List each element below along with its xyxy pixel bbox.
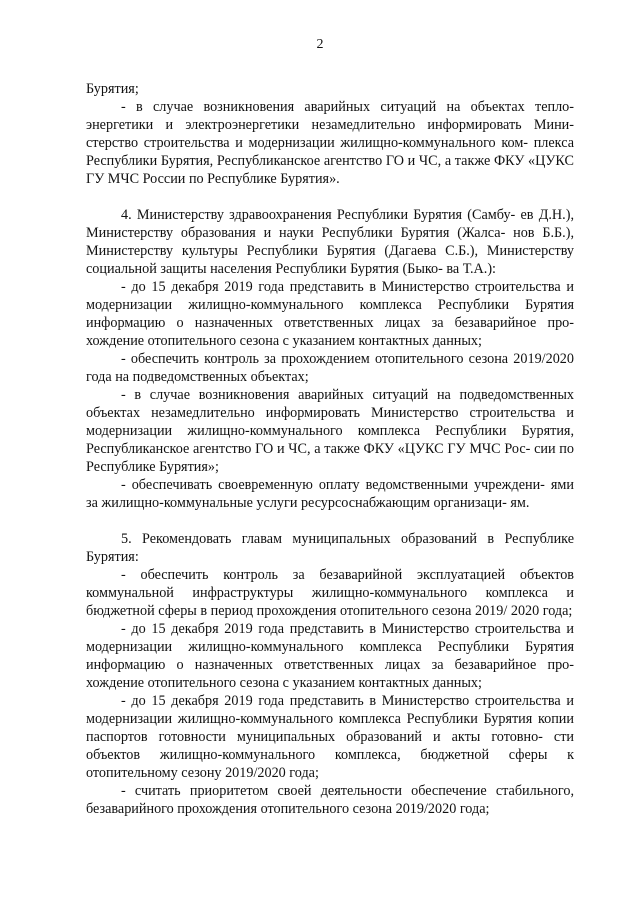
paragraph: Бурятия; [86, 81, 139, 97]
section-3-tail [86, 80, 574, 188]
spacer [86, 188, 574, 206]
paragraph: - обеспечивать своевременную оплату ведомственными учреждени- ями за жилищно-коммунальные услуги ресурсоснабжающим организаци- ям. [86, 477, 574, 511]
paragraph: - в случае возникновения аварийных ситуаций на объектах тепло- энергетики и электроэнергетики незамедлительно информировать Мини- стерство строительства и модернизации жилищно-коммунального ком- плекса Республики Бурятия, Республиканское агентство ГО и ЧС, а также ФКУ «ЦУКС ГУ МЧС России по Республике Бурятия». [86, 99, 574, 187]
paragraph: - до 15 декабря 2019 года представить в Министерство строительства и модернизации жилищно-коммунального комплекса Республики Бурятия информацию о назначенных ответственных лицах за безаварийное про- хождение отопительного сезона с указанием контактных данных; [86, 621, 574, 691]
section-5 [86, 530, 574, 818]
paragraph: - в случае возникновения аварийных ситуаций на подведомственных объектах незамедлительно информировать Министерство строительства и модернизации жилищно-коммунального комплекса Республики Бурятия, Республиканское агентство ГО и ЧС, а также ФКУ «ЦУКС ГУ МЧС Рос- сии по Республике Бурятия»; [86, 387, 574, 475]
paragraph: - обеспечить контроль за прохождением отопительного сезона 2019/2020 года на подведомственных объектах; [86, 351, 574, 385]
paragraph: - до 15 декабря 2019 года представить в Министерство строительства и модернизации жилищно-коммунального комплекса Республики Бурятия информацию о назначенных ответственных лицах за безаварийное про- хождение отопительного сезона с указанием контактных данных; [86, 279, 574, 349]
paragraph: - обеспечить контроль за безаварийной эксплуатацией объектов коммунальной инфраструктуры жилищно-коммунального комплекса и бюджетной сферы в период прохождения отопительного сезона 2019/ 2020 года; [86, 567, 574, 619]
spacer [86, 512, 574, 530]
paragraph: - до 15 декабря 2019 года представить в Министерство строительства и модернизации жилищно-коммунального комплекса Республики Бурятия копии паспортов готовности муниципальных образований и акты готовно- сти объектов жилищно-коммунального комплекса, бюджетной сферы к отопительному сезону 2019/2020 года; [86, 693, 574, 781]
section-4 [86, 206, 574, 512]
paragraph: 4. Министерству здравоохранения Республики Бурятия (Самбу- ев Д.Н.), Министерству образования и науки Республики Бурятия (Жалса- нов Б.Б.), Министерству культуры Республики Бурятия (Дагаева С.Б.), Министерству социальной защиты населения Республики Бурятия (Быко- ва Т.А.): [86, 207, 574, 277]
document-body [86, 80, 574, 818]
paragraph: - считать приоритетом своей деятельности обеспечение стабильного, безаварийного прохождения отопительного сезона 2019/2020 года; [86, 783, 574, 817]
page-number: 2 [316, 37, 324, 52]
paragraph: 5. Рекомендовать главам муниципальных образований в Республике Бурятия: [86, 531, 574, 565]
